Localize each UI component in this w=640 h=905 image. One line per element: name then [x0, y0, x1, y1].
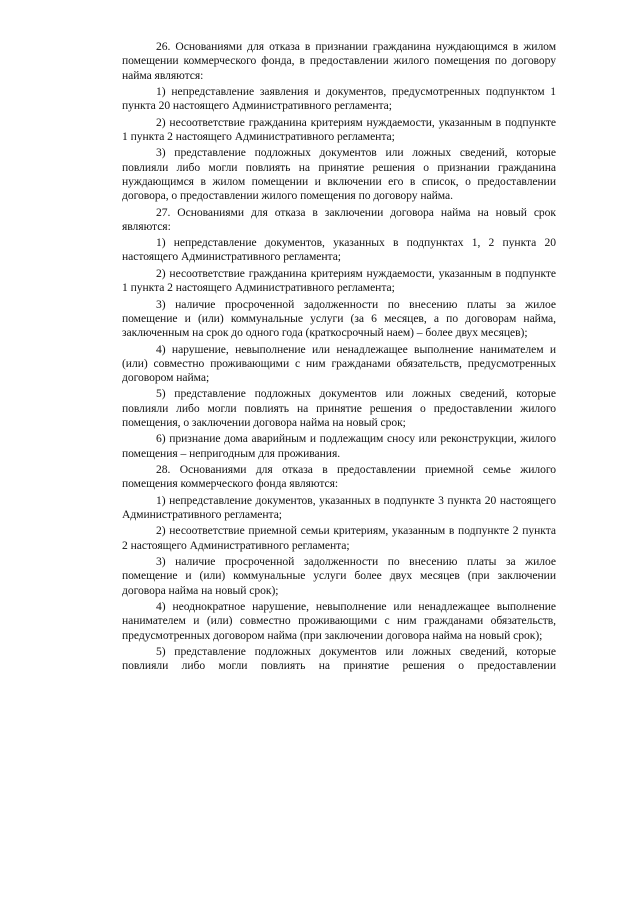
- paragraph-27-item-4: 4) нарушение, невыполнение или ненадлежащее выполнение нанимателем и (или) совместно проживающими с ним гражданами обязательств, предусмотренных договором найма;: [122, 342, 556, 384]
- paragraph-28-item-3: 3) наличие просроченной задолженности по внесению платы за жилое помещение и (или) коммунальные услуги более двух месяцев (при заключении договора найма на новый срок);: [122, 555, 556, 597]
- paragraph-27-item-1: 1) непредставление документов, указанных в подпунктах 1, 2 пункта 20 настоящего Административного регламента;: [122, 236, 556, 264]
- paragraph-26-intro: 26. Основаниями для отказа в признании гражданина нуждающимся в жилом помещении коммерческого фонда, в предоставлении жилого помещения по договору найма являются:: [122, 40, 556, 82]
- paragraph-28-item-2: 2) несоответствие приемной семьи критериям, указанным в подпункте 2 пункта 2 настоящего Административного регламента;: [122, 524, 556, 552]
- paragraph-28-item-5: 5) представление подложных документов или ложных сведений, которые повлияли либо могли повлиять на принятие решения о предоставлении: [122, 645, 556, 673]
- paragraph-27-intro: 27. Основаниями для отказа в заключении договора найма на новый срок являются:: [122, 205, 556, 233]
- paragraph-28-item-4: 4) неоднократное нарушение, невыполнение или ненадлежащее выполнение нанимателем и (или) совместно проживающими с ним гражданами обязательств, предусмотренных договором найма (при заключении договора найма на новый срок);: [122, 600, 556, 642]
- paragraph-27-item-3: 3) наличие просроченной задолженности по внесению платы за жилое помещение и (или) коммунальные услуги (за 6 месяцев, а по договорам найма, заключенным на срок до одного года (краткосрочный наем) – более двух месяцев);: [122, 297, 556, 340]
- paragraph-26-item-1: 1) непредставление заявления и документов, предусмотренных подпунктом 1 пункта 20 настоящего Административного регламента;: [122, 84, 556, 113]
- paragraph-26-item-3: 3) представление подложных документов или ложных сведений, которые повлияли либо могли повлиять на принятие решения о признании гражданина нуждающимся в жилом помещении и включении его в список, о предоставлении договора, о предоставлении жилого помещения по договору найма.: [122, 146, 556, 203]
- document-body: [122, 40, 556, 676]
- paragraph-27-item-2: 2) несоответствие гражданина критериям нуждаемости, указанным в подпункте 1 пункта 2 настоящего Административного регламента;: [122, 266, 556, 295]
- paragraph-27-item-6: 6) признание дома аварийным и подлежащим сносу или реконструкции, жилого помещения – непригодным для проживания.: [122, 432, 556, 460]
- paragraph-27-item-5: 5) представление подложных документов или ложных сведений, которые повлияли либо могли повлиять на принятие решения о предоставлении жилого помещения, о заключении договора найма на новый срок;: [122, 387, 556, 429]
- paragraph-26-item-2: 2) несоответствие гражданина критериям нуждаемости, указанным в подпункте 1 пункта 2 настоящего Административного регламента;: [122, 115, 556, 143]
- paragraph-28-intro: 28. Основаниями для отказа в предоставлении приемной семье жилого помещения коммерческого фонда являются:: [122, 463, 556, 491]
- paragraph-28-item-1: 1) непредставление документов, указанных в подпункте 3 пункта 20 настоящего Административного регламента;: [122, 493, 556, 521]
